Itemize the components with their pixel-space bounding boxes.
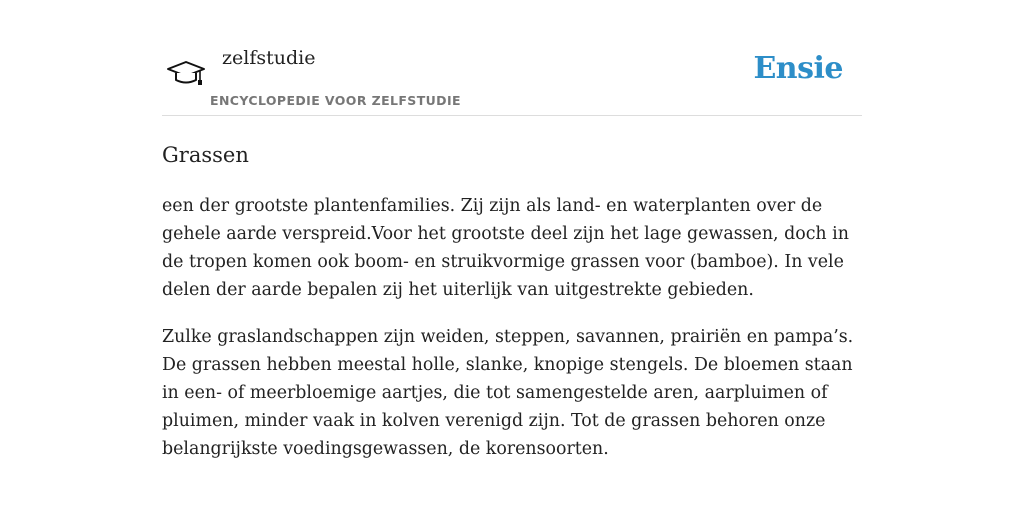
graduation-cap-icon[interactable] xyxy=(166,52,206,92)
page-container xyxy=(162,0,862,512)
brand-logo[interactable]: Ensie xyxy=(753,51,843,86)
article-paragraph-1: een der grootste plantenfamilies. Zij zijn als land- en waterplanten over de gehele aarde verspreid.Voor het grootste deel zijn het lage gewassen, doch in de tropen komen ook boom- en struikvormige grassen voor (bamboe). In vele delen der aarde bepalen zij het uiterlijk van uitgestrekte gebieden. xyxy=(162,196,849,300)
site-name[interactable]: zelfstudie xyxy=(222,47,316,69)
site-header xyxy=(162,0,862,116)
site-tagline: ENCYCLOPEDIE VOOR ZELFSTUDIE xyxy=(210,93,461,108)
article-paragraph-2: Zulke graslandschappen zijn weiden, steppen, savannen, prairiën en pampa’s. De grassen hebben meestal holle, slanke, knopige stengels. De bloemen staan in een- of meerbloemige aartjes, die tot samengestelde aren, aarpluimen of pluimen, minder vaak in kolven verenigd zijn. Tot de grassen behoren onze belangrijkste voedingsgewassen, de korensoorten. xyxy=(162,327,854,459)
article-title: Grassen xyxy=(162,143,249,167)
